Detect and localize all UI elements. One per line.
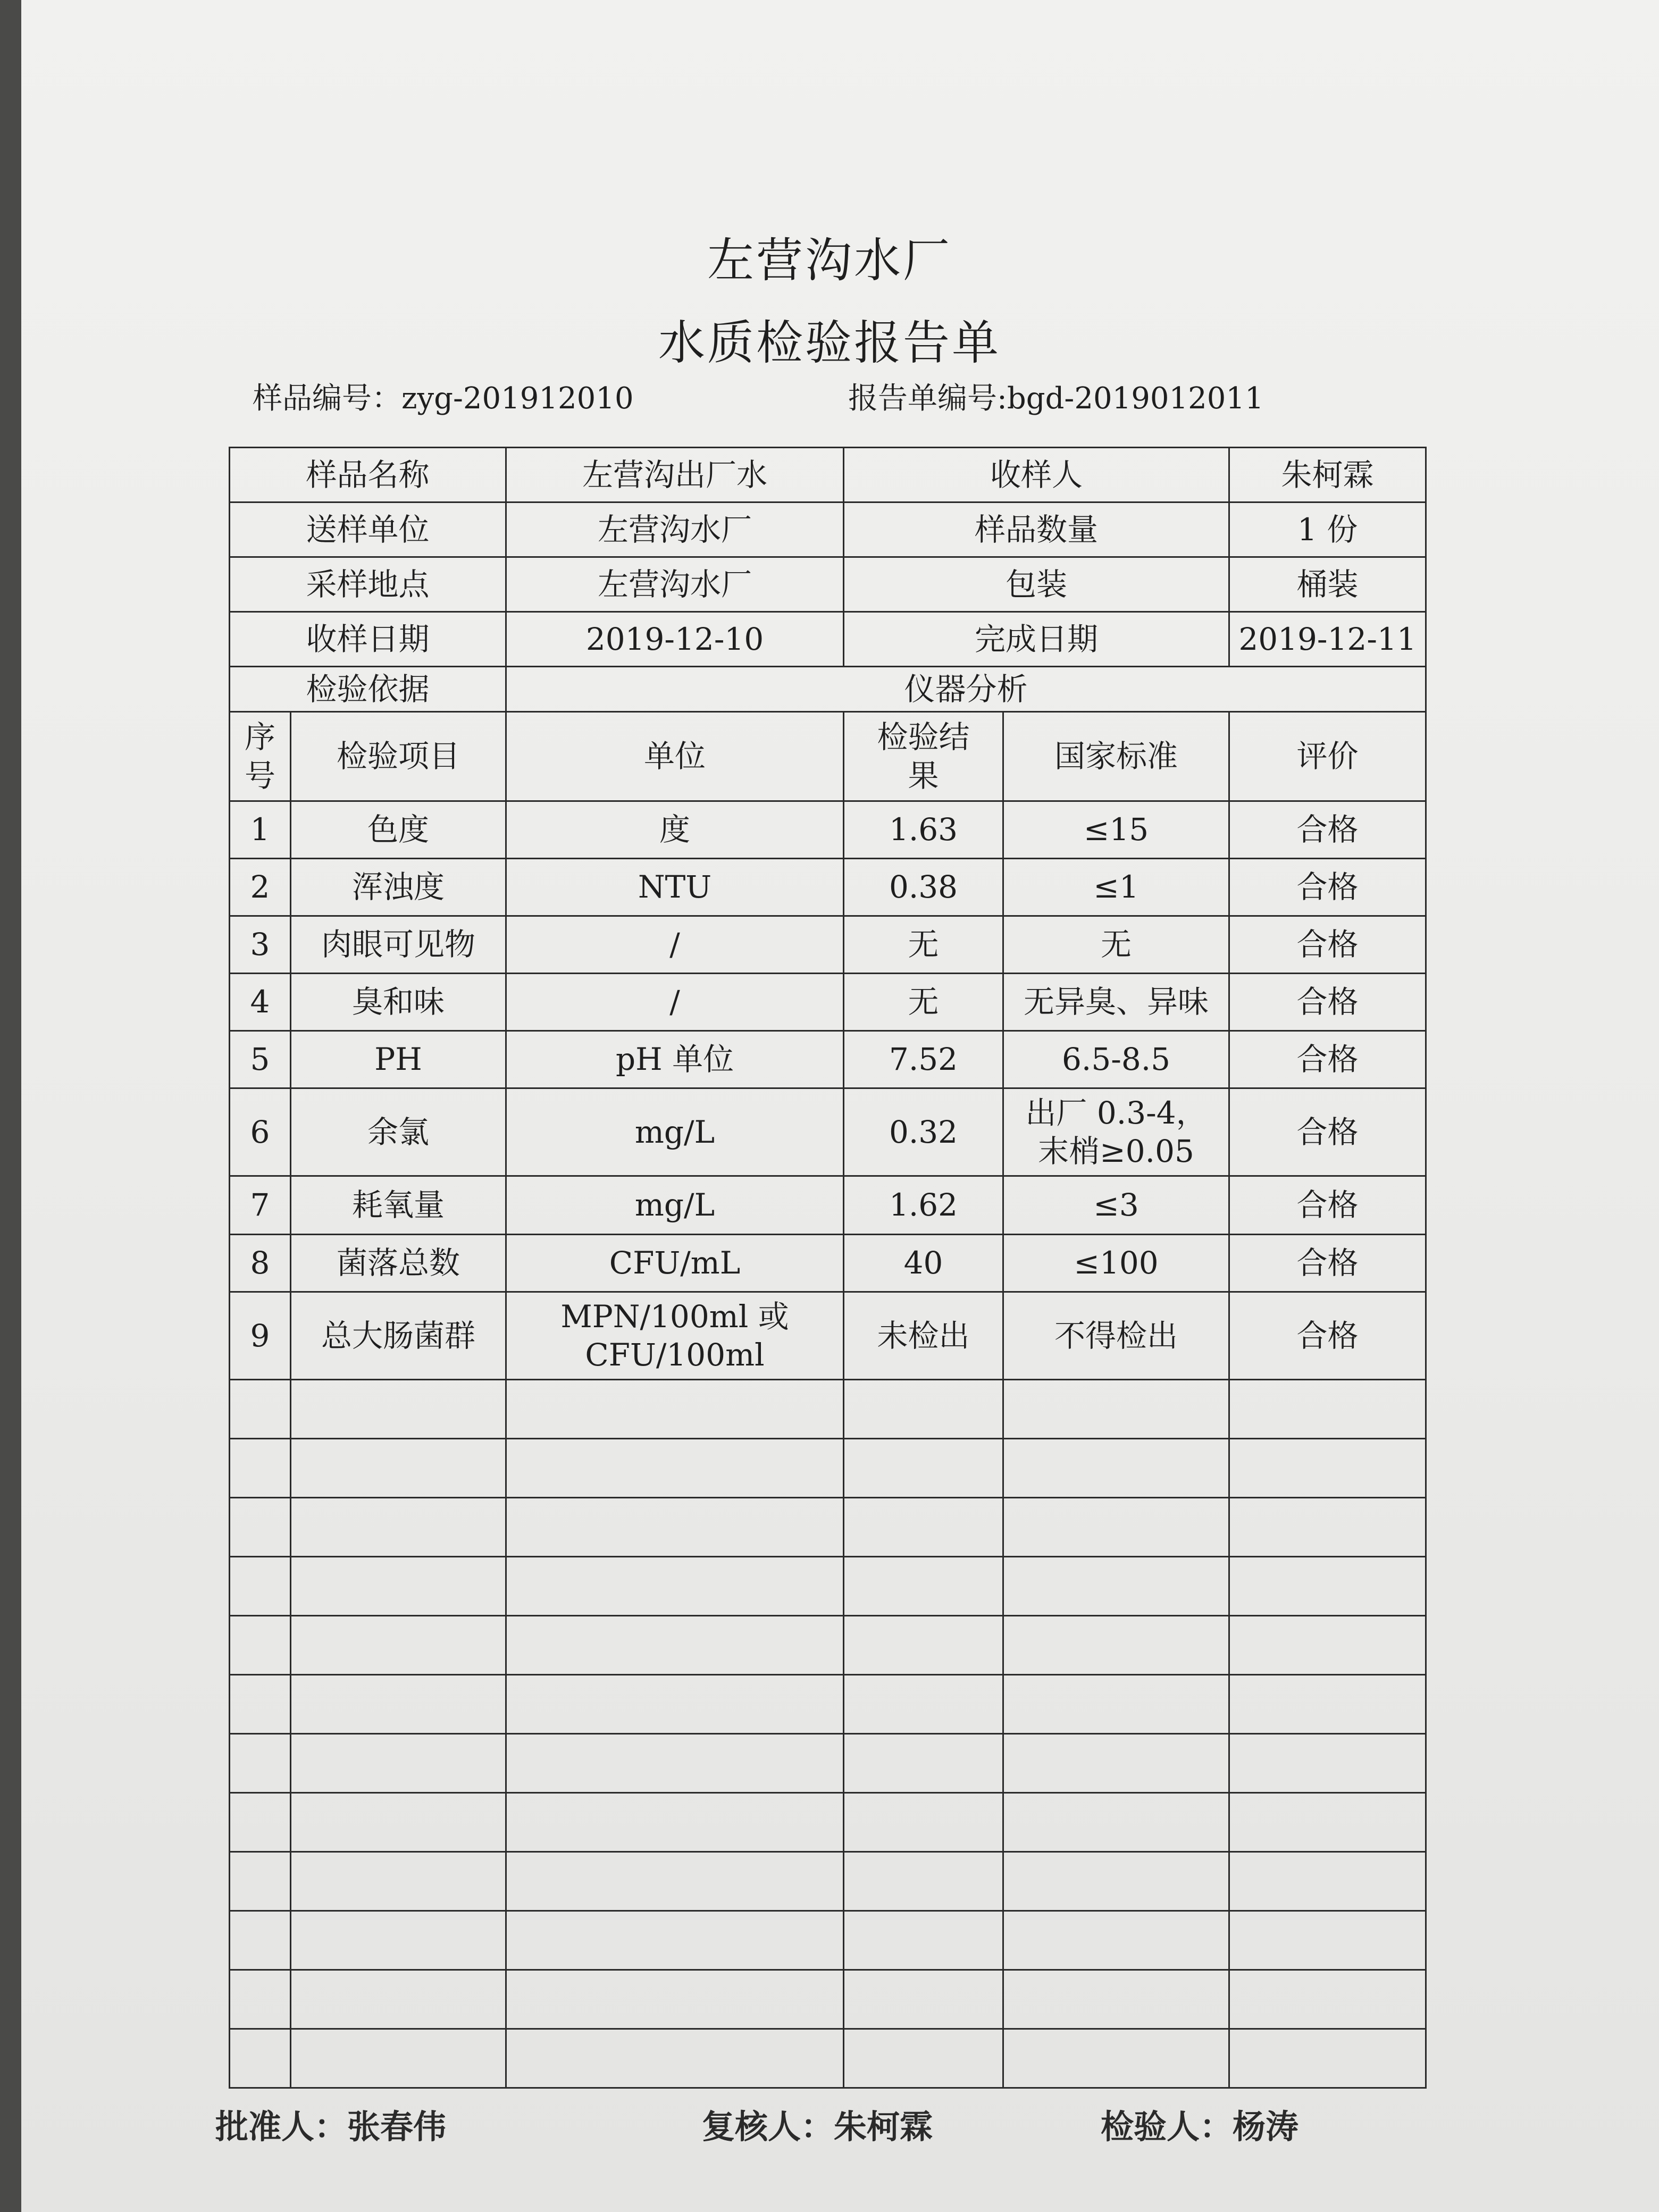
table-row xyxy=(230,916,1426,974)
row-item: 耗氧量 xyxy=(291,1176,506,1235)
row-eval: 合格 xyxy=(1229,859,1426,916)
row-item: 菌落总数 xyxy=(291,1235,506,1292)
receive-date-label: 收样日期 xyxy=(230,612,506,667)
finish-date-label: 完成日期 xyxy=(844,612,1229,667)
inspector-signature: 检验人：杨涛 xyxy=(1101,2107,1299,2146)
row-item: 肉眼可见物 xyxy=(291,916,506,974)
row-item: 臭和味 xyxy=(291,974,506,1031)
sample-name-value: 左营沟出厂水 xyxy=(506,448,844,502)
row-unit: 度 xyxy=(506,801,844,859)
row-eval: 合格 xyxy=(1229,1292,1426,1380)
sample-qty-label: 样品数量 xyxy=(844,502,1229,557)
header-standard: 国家标准 xyxy=(1003,712,1229,801)
row-item: 总大肠菌群 xyxy=(291,1292,506,1380)
row-standard: ≤15 xyxy=(1003,801,1229,859)
empty-row xyxy=(230,1498,1426,1557)
row-standard: 出厂 0.3-4， 末梢≥0.05 xyxy=(1003,1088,1229,1176)
row-no: 8 xyxy=(230,1235,291,1292)
table-row xyxy=(230,1088,1426,1176)
header-eval: 评价 xyxy=(1229,712,1426,801)
row-unit: NTU xyxy=(506,859,844,916)
row-unit: mg/L xyxy=(506,1176,844,1235)
empty-row xyxy=(230,1675,1426,1734)
row-result: 1.62 xyxy=(844,1176,1003,1235)
info-row xyxy=(230,448,1426,502)
empty-row xyxy=(230,1970,1426,2029)
receive-date-value: 2019-12-10 xyxy=(506,612,844,667)
row-result: 40 xyxy=(844,1235,1003,1292)
row-no: 2 xyxy=(230,859,291,916)
row-eval: 合格 xyxy=(1229,916,1426,974)
row-no: 6 xyxy=(230,1088,291,1176)
row-result: 1.63 xyxy=(844,801,1003,859)
row-eval: 合格 xyxy=(1229,1088,1426,1176)
approver-signature: 批准人：张春伟 xyxy=(215,2107,447,2146)
plant-title: 左营沟水厂 xyxy=(707,233,952,288)
receiver-value: 朱柯霖 xyxy=(1229,448,1426,502)
row-item: 浑浊度 xyxy=(291,859,506,916)
header-result: 检验结 果 xyxy=(844,712,1003,801)
row-no: 3 xyxy=(230,916,291,974)
row-unit: / xyxy=(506,974,844,1031)
empty-row xyxy=(230,1911,1426,1970)
row-standard: 不得检出 xyxy=(1003,1292,1229,1380)
basis-value: 仪器分析 xyxy=(506,667,1426,712)
info-row xyxy=(230,502,1426,557)
sender-unit-label: 送样单位 xyxy=(230,502,506,557)
row-no: 7 xyxy=(230,1176,291,1235)
row-eval: 合格 xyxy=(1229,1176,1426,1235)
header-item: 检验项目 xyxy=(291,712,506,801)
empty-row xyxy=(230,1793,1426,1852)
row-standard: 无异臭、异味 xyxy=(1003,974,1229,1031)
row-no: 5 xyxy=(230,1031,291,1088)
report-title: 水质检验报告单 xyxy=(658,315,1001,370)
row-result: 7.52 xyxy=(844,1031,1003,1088)
empty-row xyxy=(230,1852,1426,1911)
row-result: 无 xyxy=(844,916,1003,974)
report-number: 报告单编号:bgd-2019012011 xyxy=(848,381,1264,416)
row-no: 9 xyxy=(230,1292,291,1380)
table-header-row xyxy=(230,712,1426,801)
row-unit: pH 单位 xyxy=(506,1031,844,1088)
table-row xyxy=(230,1031,1426,1088)
row-item: 余氯 xyxy=(291,1088,506,1176)
row-standard: ≤100 xyxy=(1003,1235,1229,1292)
inspection-table xyxy=(229,447,1427,2089)
row-eval: 合格 xyxy=(1229,801,1426,859)
header-no: 序 号 xyxy=(230,712,291,801)
empty-row xyxy=(230,1439,1426,1498)
row-item: PH xyxy=(291,1031,506,1088)
row-result: 无 xyxy=(844,974,1003,1031)
info-row xyxy=(230,557,1426,612)
row-eval: 合格 xyxy=(1229,974,1426,1031)
info-row xyxy=(230,667,1426,712)
row-unit: mg/L xyxy=(506,1088,844,1176)
packaging-value: 桶装 xyxy=(1229,557,1426,612)
finish-date-value: 2019-12-11 xyxy=(1229,612,1426,667)
table-row xyxy=(230,859,1426,916)
basis-label: 检验依据 xyxy=(230,667,506,712)
row-item: 色度 xyxy=(291,801,506,859)
table-row xyxy=(230,1176,1426,1235)
sample-name-label: 样品名称 xyxy=(230,448,506,502)
table-row xyxy=(230,1235,1426,1292)
row-no: 4 xyxy=(230,974,291,1031)
info-row xyxy=(230,612,1426,667)
row-result: 未检出 xyxy=(844,1292,1003,1380)
row-standard: 6.5-8.5 xyxy=(1003,1031,1229,1088)
table-row xyxy=(230,801,1426,859)
sample-number: 样品编号：zyg-201912010 xyxy=(253,381,634,416)
table-row xyxy=(230,1292,1426,1380)
row-unit: / xyxy=(506,916,844,974)
row-result: 0.32 xyxy=(844,1088,1003,1176)
row-unit: MPN/100ml 或 CFU/100ml xyxy=(506,1292,844,1380)
row-standard: ≤3 xyxy=(1003,1176,1229,1235)
empty-row xyxy=(230,1616,1426,1675)
row-eval: 合格 xyxy=(1229,1031,1426,1088)
empty-row xyxy=(230,1557,1426,1616)
row-unit: CFU/mL xyxy=(506,1235,844,1292)
row-no: 1 xyxy=(230,801,291,859)
row-eval: 合格 xyxy=(1229,1235,1426,1292)
empty-row xyxy=(230,1380,1426,1439)
sample-qty-value: 1 份 xyxy=(1229,502,1426,557)
empty-row xyxy=(230,1734,1426,1793)
row-standard: ≤1 xyxy=(1003,859,1229,916)
sampling-site-label: 采样地点 xyxy=(230,557,506,612)
reviewer-signature: 复核人：朱柯霖 xyxy=(702,2107,933,2146)
header-unit: 单位 xyxy=(506,712,844,801)
empty-row xyxy=(230,2029,1426,2088)
receiver-label: 收样人 xyxy=(844,448,1229,502)
row-standard: 无 xyxy=(1003,916,1229,974)
row-result: 0.38 xyxy=(844,859,1003,916)
sampling-site-value: 左营沟水厂 xyxy=(506,557,844,612)
packaging-label: 包装 xyxy=(844,557,1229,612)
table-row xyxy=(230,974,1426,1031)
sender-unit-value: 左营沟水厂 xyxy=(506,502,844,557)
